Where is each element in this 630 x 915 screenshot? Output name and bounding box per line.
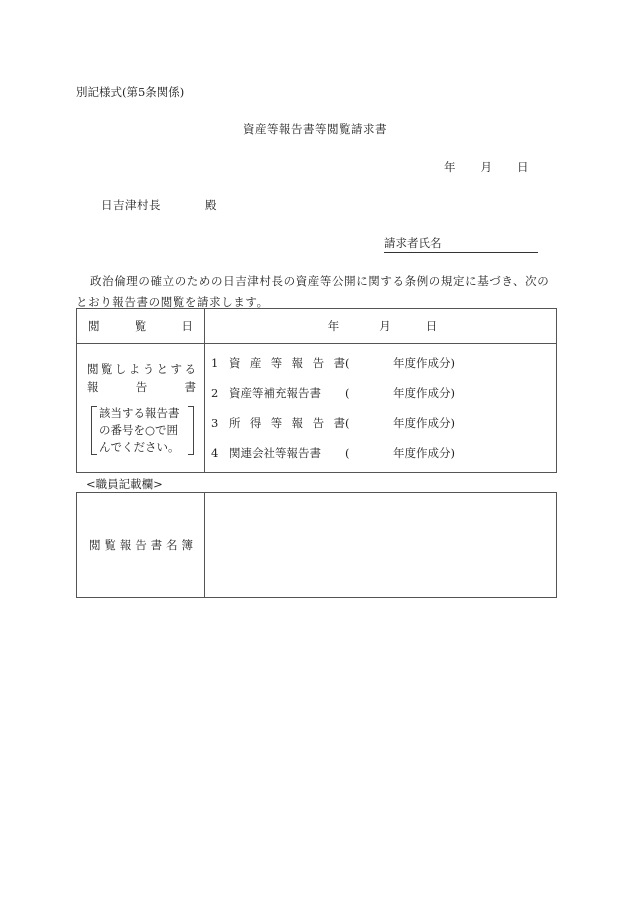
- report-option-name: 所 得 等 報 告 書: [229, 416, 345, 430]
- date-month-label: 月: [480, 160, 492, 174]
- roster-label: 閲 覧 報 告 書 名 簿: [89, 538, 193, 552]
- note-line-2: の番号を○で囲: [99, 422, 179, 437]
- report-option-name: 資 産 等 報 告 書: [229, 356, 345, 370]
- view-date-value-cell[interactable]: [205, 309, 557, 344]
- paragraph-line-2: とおり報告書の閲覧を請求します。: [76, 295, 269, 309]
- date-day-label: 日: [517, 160, 529, 174]
- paragraph-line-1: 政治倫理の確立のための日吉津村長の資産等公開に関する条例の規定に基づき、次の: [90, 274, 550, 288]
- report-option-4[interactable]: 4 関連会社等報告書 ( 年度作成分): [211, 446, 455, 460]
- report-option-name: 関連会社等報告書: [229, 446, 321, 460]
- submission-date: [444, 159, 529, 175]
- view-date-month: 月: [379, 319, 391, 333]
- addressee-name: 日吉津村長: [101, 198, 161, 212]
- report-option-name: 資産等補充報告書: [229, 386, 321, 400]
- note-line-1: 該当する報告書: [99, 405, 180, 420]
- report-options: [205, 348, 556, 468]
- report-option-2[interactable]: 2 資産等補充報告書 ( 年度作成分): [211, 386, 455, 400]
- reports-list-cell: [205, 344, 557, 473]
- view-date-label-cell: [77, 309, 205, 344]
- view-date-label: 閲 覧 日: [88, 319, 193, 333]
- staff-table: [76, 492, 557, 598]
- report-option-1[interactable]: 1 資 産 等 報 告 書 ( 年度作成分): [211, 356, 455, 370]
- note-line-3: んでください。: [99, 439, 180, 454]
- date-year-label: 年: [444, 160, 456, 174]
- addressee: [101, 197, 217, 213]
- reports-label-cell: [77, 344, 205, 473]
- roster-label-cell: [77, 493, 205, 598]
- view-date-row: [77, 309, 557, 344]
- request-table: [76, 308, 557, 473]
- instruction-note: [91, 405, 194, 456]
- addressee-honorific: 殿: [205, 198, 217, 212]
- reports-label-line-2: 報 告 書: [87, 379, 196, 394]
- reports-label-line-1: 閲 覧 し よ う と す る: [87, 361, 196, 376]
- view-date-year: 年: [327, 319, 340, 333]
- staff-section-label: <職員記載欄>: [86, 477, 163, 491]
- view-date-value: [205, 318, 556, 334]
- view-date-day: 日: [425, 319, 438, 333]
- document-title: 資産等報告書等閲覧請求書: [243, 122, 387, 136]
- request-paragraph: [76, 271, 560, 313]
- roster-row: [77, 493, 557, 598]
- requester-name-field[interactable]: [384, 235, 538, 253]
- reports-row: [77, 344, 557, 473]
- requester-name-label: 請求者氏名: [384, 236, 442, 250]
- roster-value-cell[interactable]: [205, 493, 557, 598]
- form-reference: 別記様式(第5条関係): [76, 85, 185, 99]
- report-option-3[interactable]: 3 所 得 等 報 告 書 ( 年度作成分): [211, 416, 455, 430]
